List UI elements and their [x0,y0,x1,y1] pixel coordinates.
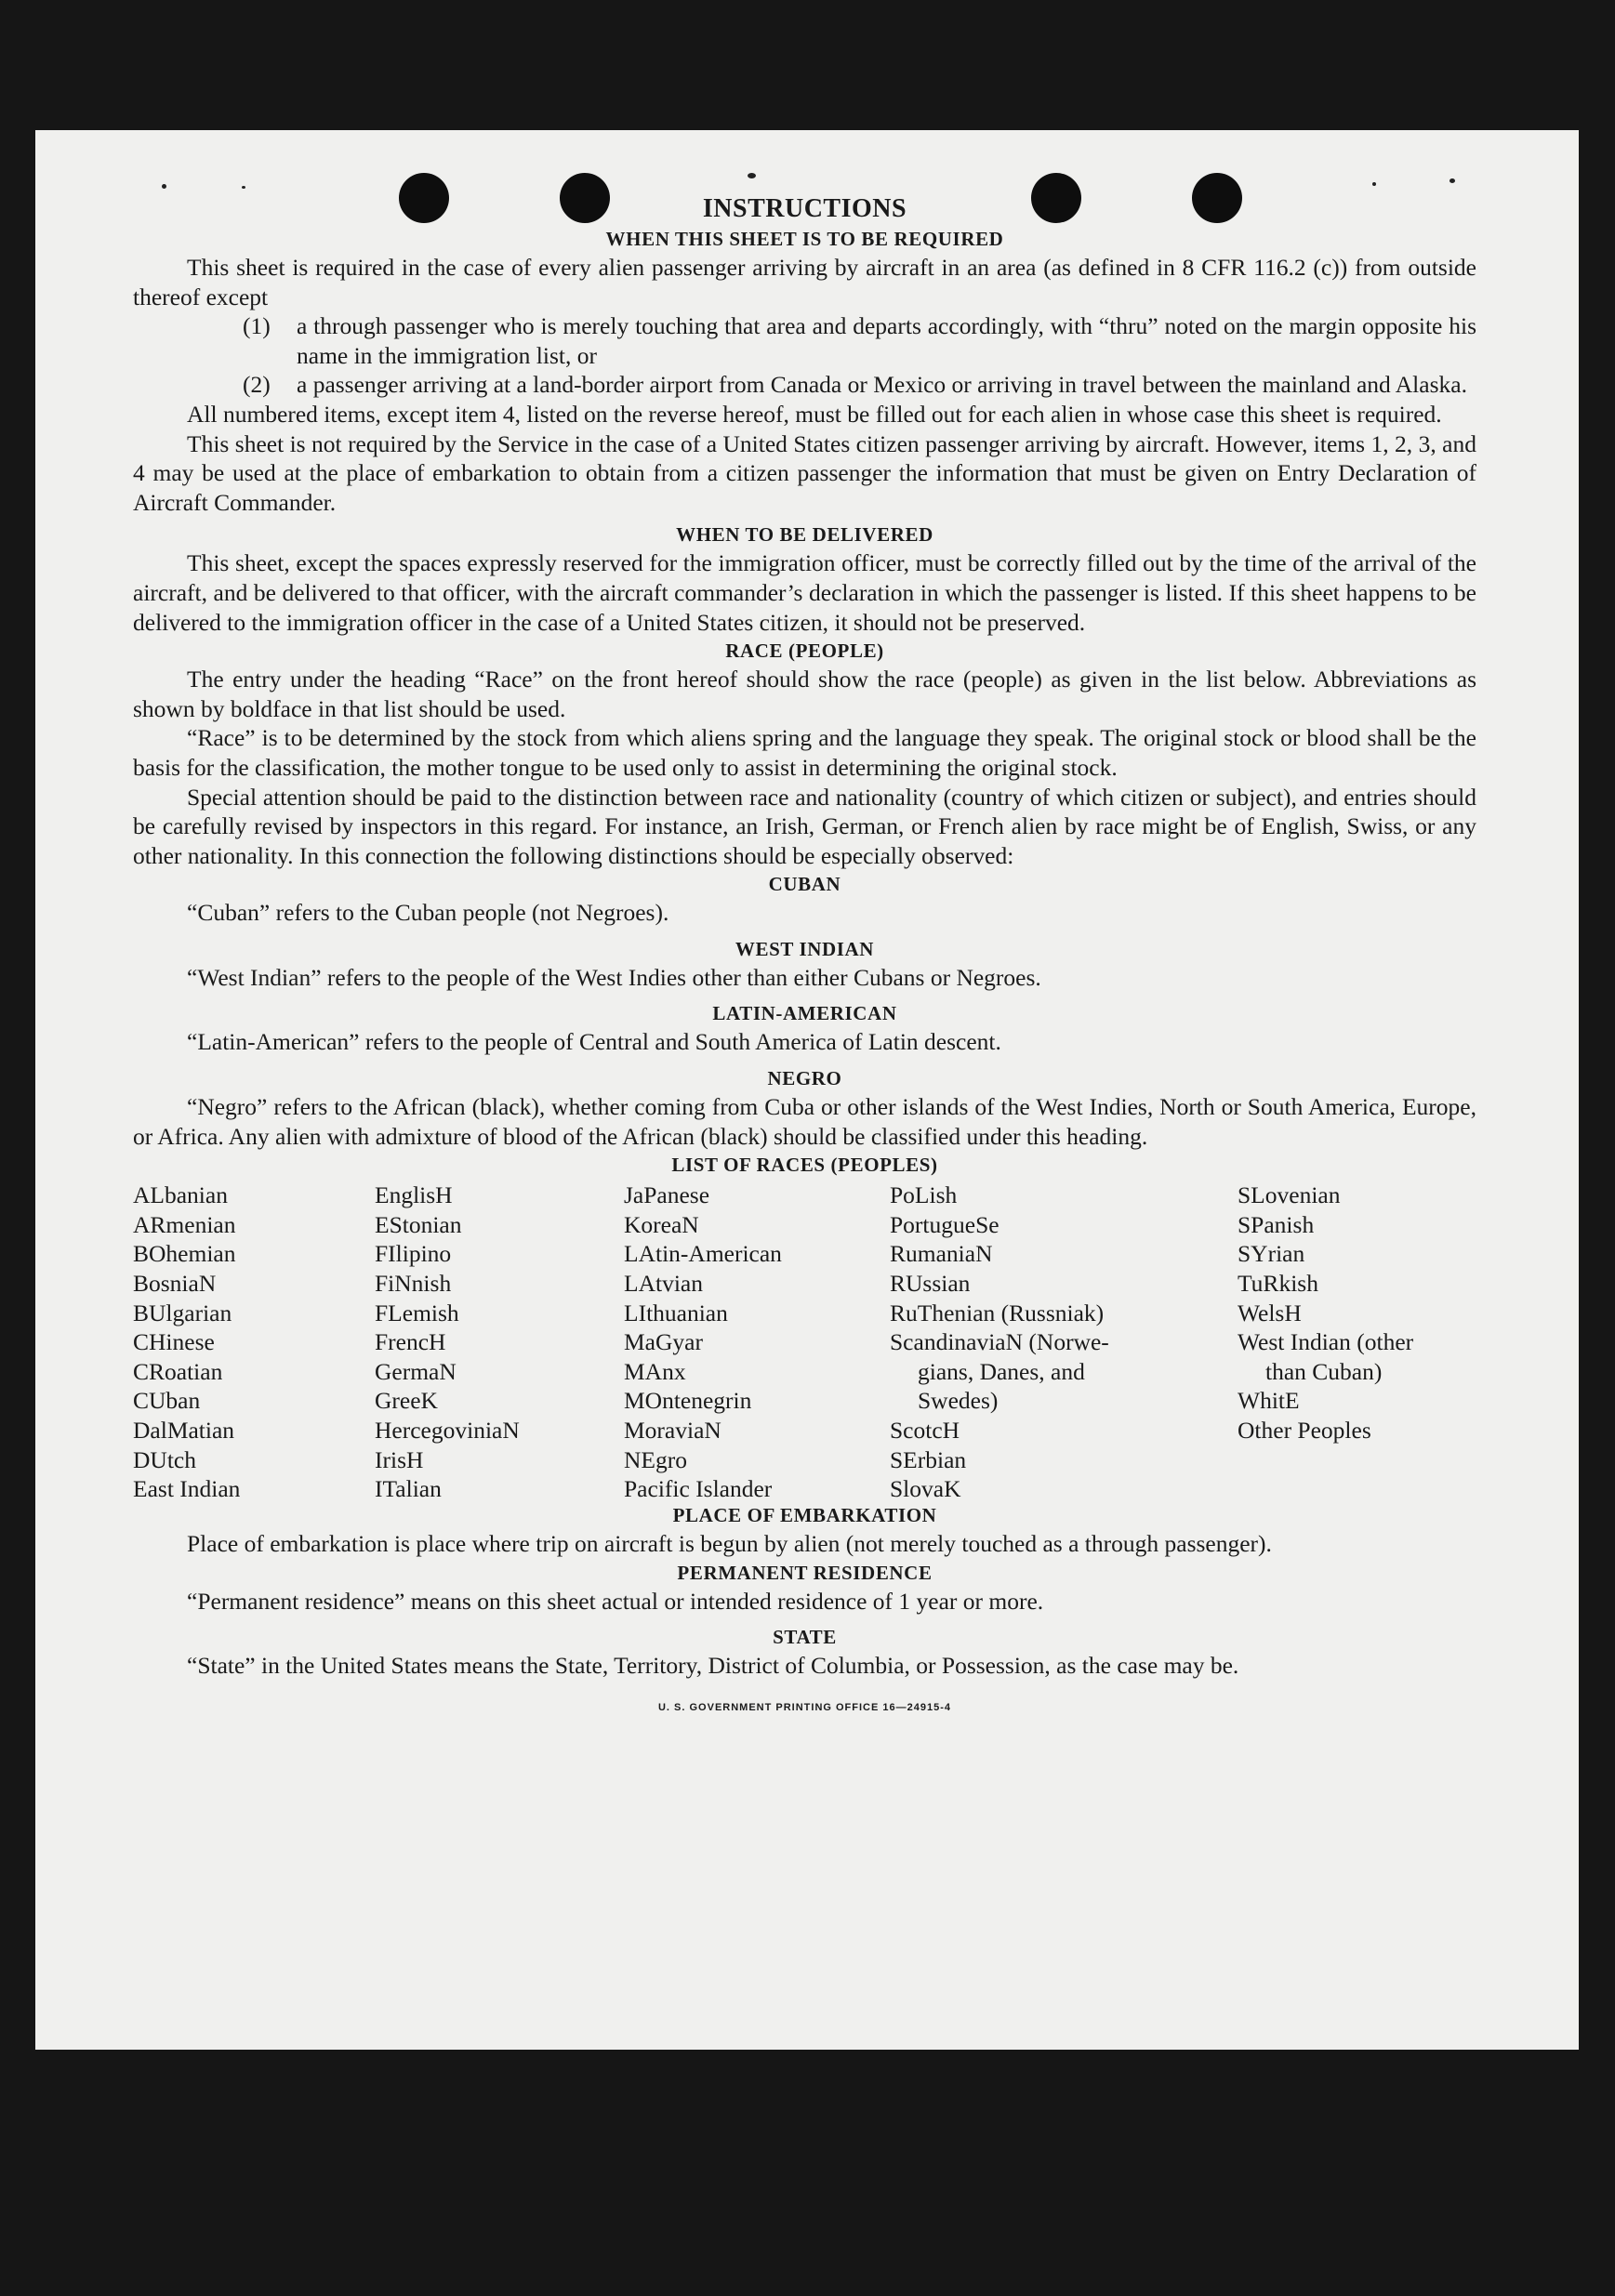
heading-west-indian: WEST INDIAN [735,937,875,960]
west-indian-text: “West Indian” refers to the people of the West Indies other than either Cubans or Negroes. [187,963,1041,991]
race-entry: WhitE [1238,1387,1300,1415]
race-entry: ScandinaviaN (Norwe- [890,1328,1109,1356]
race-entry: FIlipino [375,1240,452,1268]
race-entry: RuThenian (Russniak) [890,1299,1105,1326]
race-entry: Other Peoples [1238,1417,1371,1444]
races-column-4 [890,1181,1109,1504]
race-entry: WelsH [1238,1299,1302,1326]
race-entry: MOntenegrin [624,1387,752,1415]
heading-required: WHEN THIS SHEET IS TO BE REQUIRED [605,228,1004,250]
race-entry: BOhemian [133,1240,236,1268]
race-entry: ALbanian [133,1181,228,1209]
item-text: a passenger arriving at a land-border airport from Canada or Mexico or arriving in travel between the mainland and Alaska. [297,371,1467,399]
speck [1372,182,1376,186]
race-entry: CUban [133,1387,201,1415]
race-para-2: “Race” is to be determined by the stock from which aliens spring and the language they speak. The original stock or blood shall be the basis for the classification, the mother tongue to be used only to assist in determining the original stock. [133,724,1476,781]
heading-delivered: WHEN TO BE DELIVERED [676,523,933,547]
race-entry: BUlgarian [133,1299,232,1326]
races-list [133,1181,1476,1501]
race-entry: EnglisH [375,1181,453,1209]
race-entry: BosniaN [133,1270,217,1298]
race-entry: CHinese [133,1328,215,1356]
race-entry: LAtin-American [624,1240,782,1268]
printer-footer: U. S. GOVERNMENT PRINTING OFFICE 16—24915-4 [657,1702,951,1714]
race-entry: DalMatian [133,1417,235,1444]
item-number: (1) [243,312,271,340]
race-entry: LIthuanian [624,1299,728,1326]
race-entry: SErbian [890,1445,967,1473]
speck [1450,178,1455,183]
race-entry: HercegoviniaN [375,1417,520,1444]
residence-text: “Permanent residence” means on this sheet actual or intended residence of 1 year or more. [187,1587,1044,1615]
heading-race: RACE (PEOPLE) [725,640,884,663]
instructions-content [133,193,1476,1723]
race-entry: SYrian [1238,1240,1305,1268]
race-entry: ScotcH [890,1417,960,1444]
item-number: (2) [243,371,271,399]
race-entry: FLemish [375,1299,459,1326]
race-entry: PoLish [890,1181,958,1209]
race-para-3: Special attention should be paid to the distinction between race and nationality (country of which citizen or subject), and entries should be carefully revised by inspectors in this regard. For instance, an Irish, German, or French alien by race might be of English, Swiss, or any other nationality. In this connection the following distinctions should be especially observed: [133,783,1476,869]
race-entry: LAtvian [624,1270,703,1298]
race-entry: MaGyar [624,1328,703,1356]
race-entry: ARmenian [133,1210,236,1238]
race-entry: GermaN [375,1357,457,1385]
heading-cuban: CUBAN [768,873,841,896]
race-entry: SPanish [1238,1210,1315,1238]
speck [242,186,245,189]
item-text: a through passenger who is merely touching that area and departs accordingly, with “thru” noted on the margin opposite his name in the immigration list, or [297,312,1476,369]
exception-item-1 [243,311,1476,370]
race-entry: MAnx [624,1357,686,1385]
race-entry: ITalian [375,1475,442,1503]
races-column-1 [133,1181,240,1504]
race-entry: MoraviaN [624,1417,721,1444]
state-text: “State” in the United States means the State, Territory, District of Columbia, or Possession, as the case may be. [187,1652,1239,1680]
race-entry: RumaniaN [890,1240,993,1268]
race-entry: NEgro [624,1445,687,1473]
page-title: INSTRUCTIONS [702,194,907,223]
heading-residence: PERMANENT RESIDENCE [677,1561,933,1584]
race-entry: DUtch [133,1445,196,1473]
race-entry: KoreaN [624,1210,699,1238]
speck [748,173,756,178]
heading-latin-american: LATIN-AMERICAN [712,1002,897,1025]
race-entry: IrisH [375,1445,424,1473]
race-entry: CRoatian [133,1357,223,1385]
races-column-3 [624,1181,782,1504]
heading-negro: NEGRO [767,1067,842,1090]
race-entry: West Indian (other [1238,1328,1414,1356]
race-entry: East Indian [133,1475,241,1503]
race-entry: SlovaK [890,1475,961,1503]
exception-item-2 [243,370,1476,400]
cuban-text: “Cuban” refers to the Cuban people (not Negroes). [187,899,669,927]
race-entry: PortugueSe [890,1210,999,1238]
race-para-1: The entry under the heading “Race” on the front hereof should show the race (people) as given in the list below. Abbreviations as shown by boldface in that list should be used. [133,666,1476,722]
required-para-2: All numbered items, except item 4, listed on the reverse hereof, must be filled out for each alien in whose case this sheet is required. [187,400,1442,428]
races-column-2 [375,1181,520,1504]
race-entry: than Cuban) [1265,1357,1383,1385]
race-entry: FrencH [375,1328,446,1356]
race-entry: gians, Danes, and [918,1357,1085,1385]
latin-american-text: “Latin-American” refers to the people of Central and South America of Latin descent. [187,1028,1001,1056]
race-entry: FiNnish [375,1270,452,1298]
speck [162,184,166,189]
embarkation-text: Place of embarkation is place where trip on aircraft is begun by alien (not merely touched as a through passenger). [187,1530,1272,1558]
race-entry: GreeK [375,1387,438,1415]
race-entry: JaPanese [624,1181,710,1209]
heading-state: STATE [773,1626,837,1649]
races-column-5 [1238,1181,1413,1445]
race-entry: Pacific Islander [624,1475,773,1503]
race-entry: TuRkish [1238,1270,1318,1298]
negro-text: “Negro” refers to the African (black), whether coming from Cuba or other islands of the West Indies, North or South America, Europe, or Africa. Any alien with admixture of blood of the African (black) should be classified under this heading. [133,1093,1476,1150]
race-entry: Swedes) [918,1387,999,1415]
required-para-3: This sheet is not required by the Service in the case of a United States citizen passenger arriving by aircraft. However, items 1, 2, 3, and 4 may be used at the place of embarkation to obtain from a citizen passenger the information that must be given on Entry Declaration of Aircraft Commander. [133,429,1476,516]
delivered-text: This sheet, except the spaces expressly reserved for the immigration officer, must be correctly filled out by the time of the arrival of the aircraft, and be delivered to that officer, with the aircraft commander’s declaration in which the passenger is listed. If this sheet happens to be delivered to the immigration officer in the case of a United States citizen, it should not be preserved. [133,549,1476,636]
race-entry: EStonian [375,1210,462,1238]
heading-races-list: LIST OF RACES (PEOPLES) [671,1154,938,1177]
race-entry: SLovenian [1238,1181,1341,1209]
document-page [35,130,1579,2050]
race-entry: RUssian [890,1270,971,1298]
required-intro: This sheet is required in the case of every alien passenger arriving by aircraft in an area (as defined in 8 CFR 116.2 (c)) from outside thereof except [133,254,1476,310]
heading-embarkation: PLACE OF EMBARKATION [672,1504,937,1527]
